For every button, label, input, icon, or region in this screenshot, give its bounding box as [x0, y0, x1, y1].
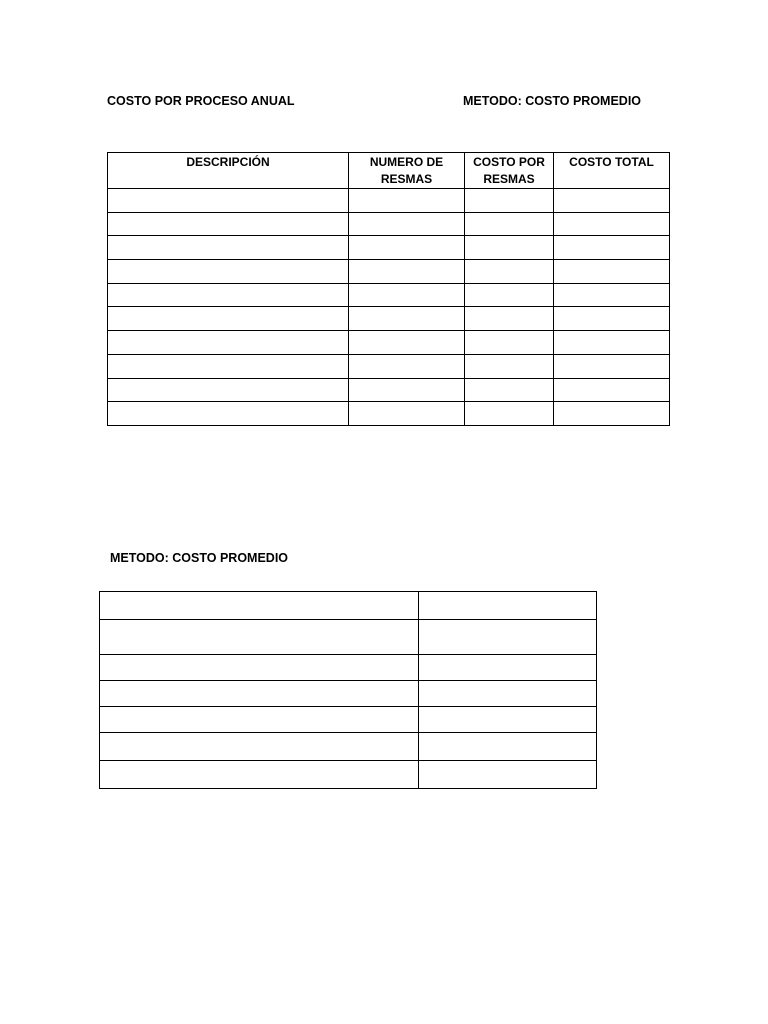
cost-table	[107, 152, 670, 426]
table-cell	[100, 707, 419, 733]
table-cell	[465, 307, 554, 331]
table-cell	[108, 189, 349, 213]
table-cell	[100, 620, 419, 655]
table-cell	[554, 212, 670, 236]
table-cell	[108, 378, 349, 402]
table-cell	[419, 761, 597, 789]
table-cell	[554, 236, 670, 260]
table-cell	[349, 307, 465, 331]
table-cell	[419, 707, 597, 733]
table-cell	[100, 592, 419, 620]
table-cell	[554, 331, 670, 355]
table-cell	[349, 236, 465, 260]
table-cell	[349, 354, 465, 378]
column-header-costo-por-resmas: COSTO POR RESMAS	[465, 153, 554, 189]
table-cell	[465, 260, 554, 284]
table-cell	[349, 331, 465, 355]
table-cell	[419, 681, 597, 707]
table-cell	[108, 236, 349, 260]
table-row	[100, 733, 597, 761]
table-cell	[349, 378, 465, 402]
table-cell	[100, 733, 419, 761]
table-cell	[349, 260, 465, 284]
table-row	[108, 189, 670, 213]
table-cell	[554, 283, 670, 307]
column-header-numero-de-resmas: NUMERO DE RESMAS	[349, 153, 465, 189]
table-row	[108, 378, 670, 402]
table-cell	[465, 402, 554, 426]
table-cell	[465, 189, 554, 213]
table-cell	[108, 283, 349, 307]
table-cell	[419, 592, 597, 620]
table-cell	[554, 189, 670, 213]
table-cell	[419, 655, 597, 681]
table-row	[108, 212, 670, 236]
table-cell	[465, 236, 554, 260]
table-row	[108, 307, 670, 331]
table-row	[100, 620, 597, 655]
table-cell	[108, 260, 349, 284]
table-cell	[108, 402, 349, 426]
table-cell	[465, 331, 554, 355]
table-cell	[108, 307, 349, 331]
table-cell	[108, 212, 349, 236]
table-cell	[465, 354, 554, 378]
table-cell	[108, 354, 349, 378]
table-cell	[465, 212, 554, 236]
table-row	[108, 331, 670, 355]
column-header-descripcion: DESCRIPCIÓN	[108, 153, 349, 189]
table-cell	[349, 283, 465, 307]
table-row	[108, 402, 670, 426]
cost-table-header-row	[108, 153, 670, 189]
page-title: COSTO POR PROCESO ANUAL	[107, 94, 295, 108]
table-cell	[349, 402, 465, 426]
table-cell	[419, 620, 597, 655]
table-row	[108, 354, 670, 378]
table-cell	[100, 655, 419, 681]
table-row	[100, 655, 597, 681]
table-cell	[554, 402, 670, 426]
table-row	[108, 236, 670, 260]
table-cell	[419, 733, 597, 761]
table-cell	[554, 354, 670, 378]
table-row	[108, 260, 670, 284]
table-cell	[554, 307, 670, 331]
summary-table	[99, 591, 597, 789]
table-cell	[465, 378, 554, 402]
table-cell	[554, 378, 670, 402]
table-cell	[349, 189, 465, 213]
method-label: METODO: COSTO PROMEDIO	[463, 94, 642, 108]
column-header-costo-total: COSTO TOTAL	[554, 153, 670, 189]
table-row	[100, 761, 597, 789]
section-title: METODO: COSTO PROMEDIO	[110, 551, 289, 565]
table-cell	[349, 212, 465, 236]
table-cell	[465, 283, 554, 307]
table-row	[100, 707, 597, 733]
table-row	[100, 592, 597, 620]
table-cell	[100, 761, 419, 789]
table-row	[100, 681, 597, 707]
table-cell	[108, 331, 349, 355]
table-cell	[100, 681, 419, 707]
table-cell	[554, 260, 670, 284]
table-row	[108, 283, 670, 307]
